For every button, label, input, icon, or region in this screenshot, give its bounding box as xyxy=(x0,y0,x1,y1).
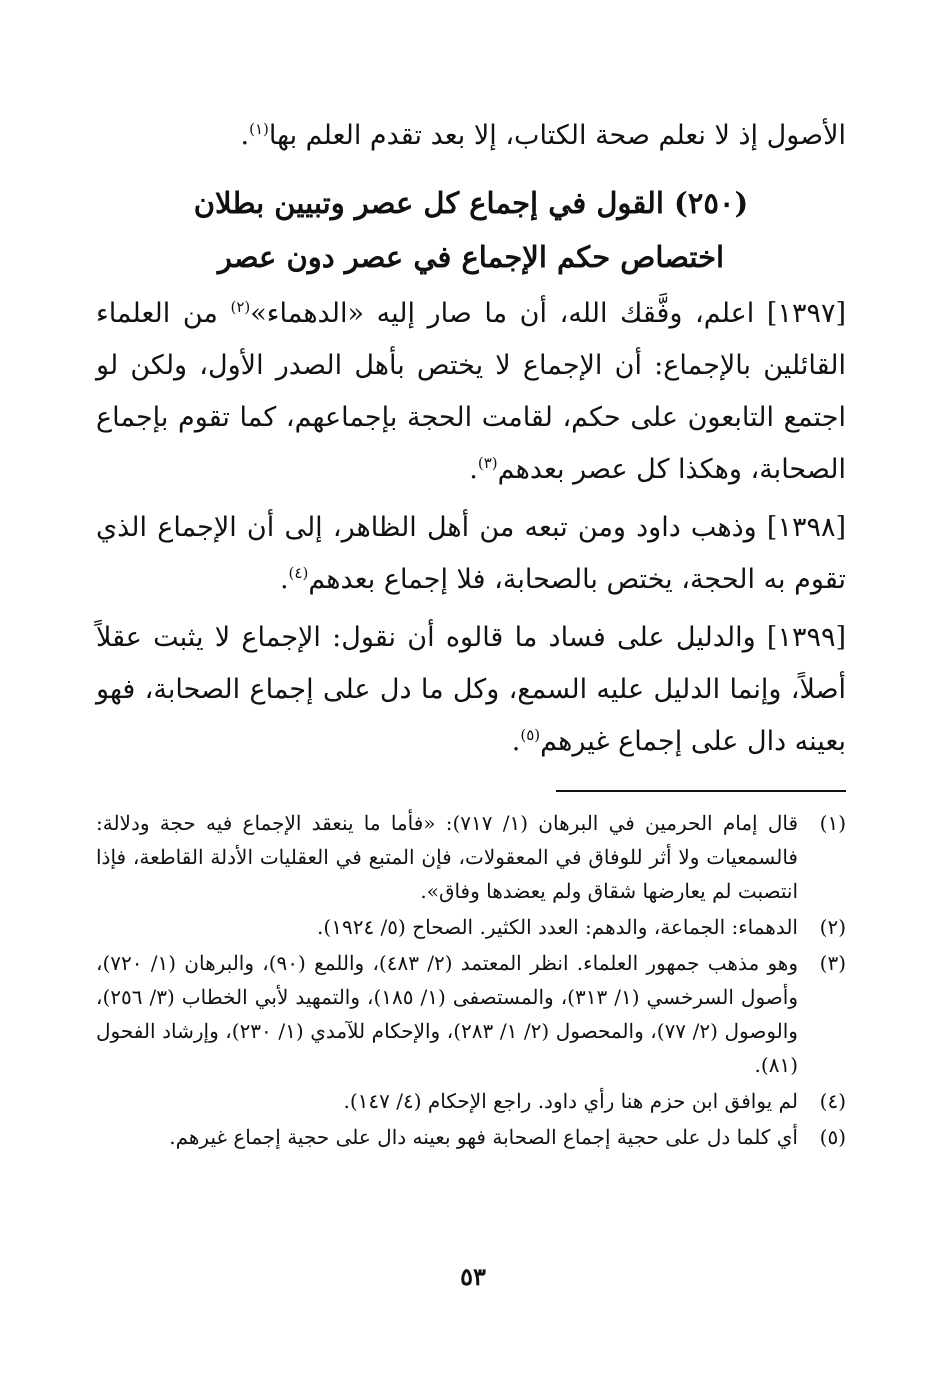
section-heading xyxy=(96,176,846,284)
footnote-number: (٥) xyxy=(819,1125,846,1149)
footnote-3 xyxy=(96,946,846,1082)
footnote-divider xyxy=(556,790,846,792)
footnotes xyxy=(96,806,846,1154)
paragraph-text: [١٣٩٩] والدليل على فساد ما قالوه أن نقول: الإجماع لا يثبت عقلاً أصلاً، وإنما الدليل عليه السمع، وكل ما دل على إجماع الصحابة، فهو بعينه دال على إجماع غيرهم xyxy=(96,622,846,757)
paragraph-text: [١٣٩٧] اعلم، وفَّقك الله، أن ما صار إليه «الدهماء» xyxy=(250,298,847,329)
paragraph-end: . xyxy=(469,454,478,485)
paragraph-end: . xyxy=(279,564,289,595)
footnote-text: أي كلما دل على حجية إجماع الصحابة فهو بعينه دال على حجية إجماع غيرهم. xyxy=(169,1125,798,1149)
footnote-2 xyxy=(96,910,846,944)
paragraph-text: من العلماء القائلين بالإجماع: أن الإجماع لا يختص بأهل الصدر الأول، ولكن لو اجتمع التابعون على حكم، لقامت الحجة بإجماعهم، كما تقوم بإجماع الصحابة، وهكذا كل عصر بعدهم xyxy=(96,298,846,485)
footnote-ref: (٤) xyxy=(288,564,309,582)
footnote-ref: (٥) xyxy=(520,726,541,744)
footnote-text: لم يوافق ابن حزم هنا رأي داود. راجع الإحكام (٤/ ١٤٧). xyxy=(343,1089,798,1113)
footnote-number: (١) xyxy=(819,811,846,835)
intro-text: الأصول إذ لا نعلم صحة الكتاب، إلا بعد تقدم العلم بها xyxy=(268,120,846,151)
footnote-text: وهو مذهب جمهور العلماء. انظر المعتمد (٢/ ٤٨٣)، واللمع (٩٠)، والبرهان (١/ ٧٢٠)، وأصول السرخسي (١/ ٣١٣)، والمستصفى (١/ ١٨٥)، والتمهيد لأبي الخطاب (٣/ ٢٥٦)، والوصول (٢/ ٧٧)، والمحصول (٢/ ١/ ٢٨٣)، والإحكام للآمدي (١/ ٢٣٠)، وإرشاد الفحول (٨١). xyxy=(96,951,798,1077)
paragraph-text: [١٣٩٨] وذهب داود ومن تبعه من أهل الظاهر، إلى أن الإجماع الذي تقوم به الحجة، يختص بالصحابة، فلا إجماع بعدهم xyxy=(96,512,846,595)
footnote-5 xyxy=(96,1120,846,1154)
paragraph-1397 xyxy=(96,288,846,496)
footnote-ref: (٢) xyxy=(230,298,251,316)
footnote-ref: (١) xyxy=(249,120,269,138)
footnote-number: (٣) xyxy=(819,951,846,975)
main-text xyxy=(96,110,846,768)
paragraph-end: . xyxy=(511,726,521,757)
footnote-number: (٤) xyxy=(819,1089,846,1113)
footnote-ref: (٣) xyxy=(477,454,498,472)
footnote-4 xyxy=(96,1084,846,1118)
footnote-1 xyxy=(96,806,846,908)
footnote-number: (٢) xyxy=(819,915,846,939)
heading-line-2: اختصاص حكم الإجماع في عصر دون عصر xyxy=(217,240,725,274)
intro-paragraph xyxy=(96,110,846,162)
page-number: ٥٣ xyxy=(460,1262,486,1291)
paragraph-1398 xyxy=(96,502,846,606)
footnote-text: الدهماء: الجماعة، والدهم: العدد الكثير. الصحاح (٥/ ١٩٢٤). xyxy=(317,915,798,939)
intro-end: . xyxy=(240,120,250,151)
footnote-text: قال إمام الحرمين في البرهان (١/ ٧١٧): «فأما ما ينعقد الإجماع فيه حجة ودلالة: فالسمعيات ولا أثر للوفاق في المعقولات، فإن المتبع في العقليات الأدلة القاطعة، فإذا انتصبت لم يعارضها شقاق ولم يعضدها وفاق». xyxy=(96,811,799,903)
heading-line-1: (٢٥٠) القول في إجماع كل عصر وتبيين بطلان xyxy=(193,186,749,220)
paragraph-1399 xyxy=(96,612,846,768)
